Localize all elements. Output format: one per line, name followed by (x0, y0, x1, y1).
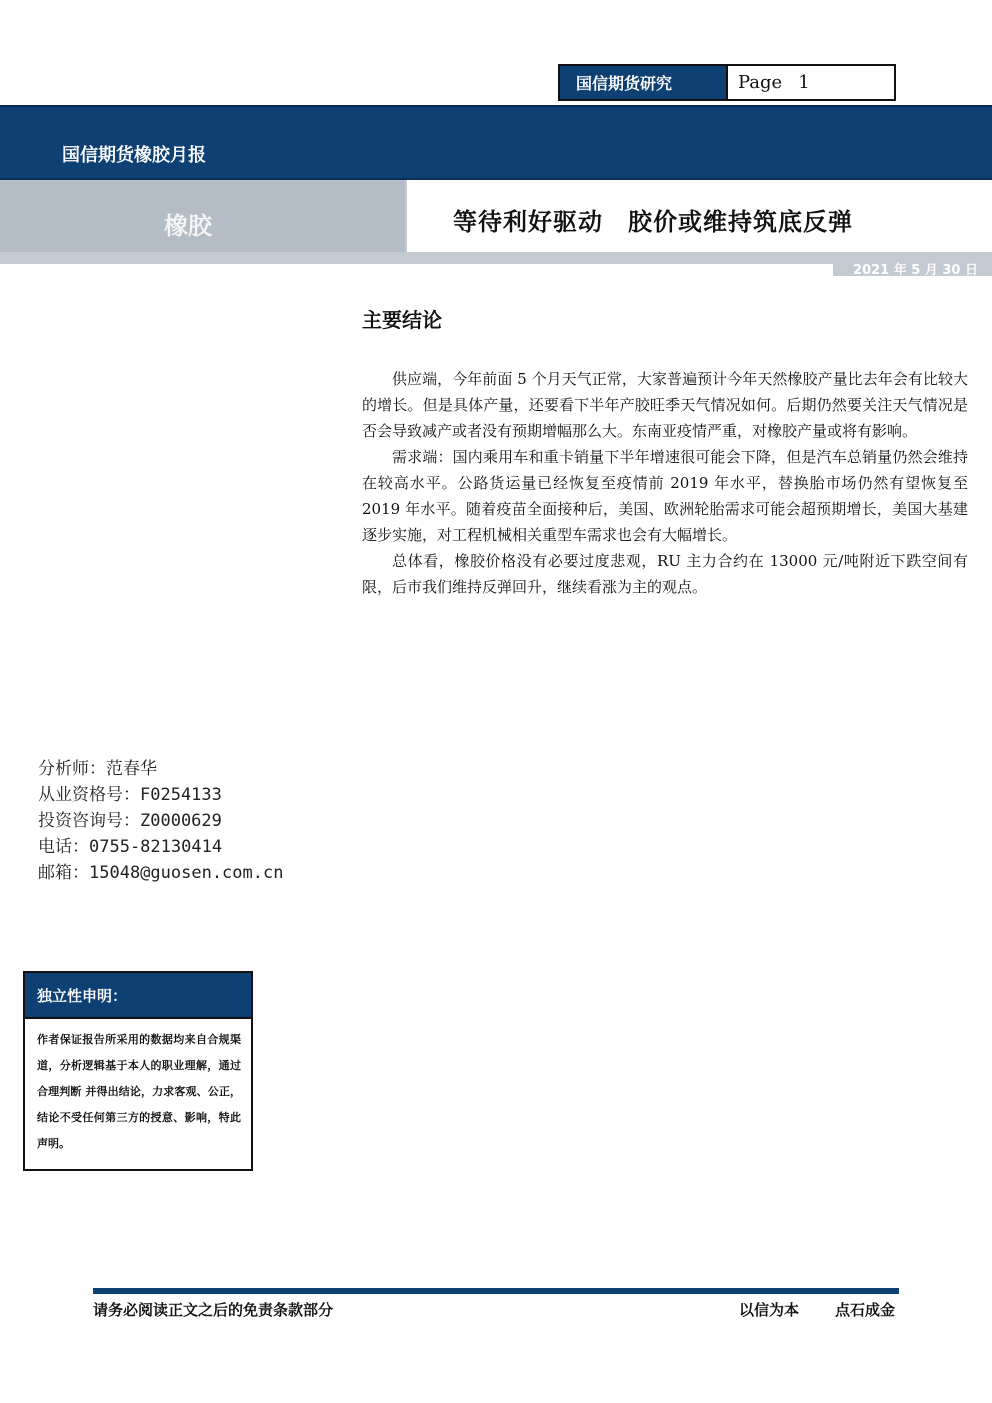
page-label: Page (738, 72, 783, 93)
independence-statement (23, 971, 253, 1171)
slogan-2: 点石成金 (834, 1301, 895, 1319)
analyst-license: 从业资格号：F0254133 (38, 785, 222, 805)
page-indicator (558, 64, 896, 101)
footer-rule (93, 1288, 899, 1294)
report-date: 2021 年 5 月 30 日 (853, 263, 978, 278)
independence-title: 独立性申明： (25, 973, 251, 1019)
date-strip (833, 258, 992, 276)
footer-slogan (739, 1299, 895, 1320)
page-number: 1 (798, 72, 810, 93)
paragraph-demand: 需求端：国内乘用车和重卡销量下半年增速很可能会下降，但是汽车总销量仍然会维持在较高水平。公路货运量已经恢复至疫情前 2019 年水平，替换胎市场仍然有望恢复至 2019 年水平。随着疫苗全面接种后，美国、欧洲轮胎需求可能会超预期增长，美国大基建逐步实施，对工程机械相关重型车需求也会有大幅增长。 (362, 448, 968, 544)
headline-box (407, 180, 992, 252)
conclusion-body (362, 366, 968, 600)
page-number-box (726, 66, 894, 99)
analyst-info (38, 756, 283, 886)
analyst-phone: 电话：0755-82130414 (38, 837, 223, 857)
report-header (0, 105, 992, 180)
category-block (0, 180, 405, 252)
analyst-name: 分析师：范春华 (38, 759, 157, 779)
report-title: 国信期货橡胶月报 (62, 145, 206, 166)
section-title: 主要结论 (362, 308, 442, 332)
analyst-email: 邮箱：15048@guosen.com.cn (38, 863, 284, 883)
headline: 等待利好驱动 胶价或维持筑底反弹 (453, 208, 853, 236)
footer-disclaimer: 请务必阅读正文之后的免责条款部分 (93, 1301, 334, 1319)
analyst-advisory-number: 投资咨询号：Z0000629 (38, 811, 222, 831)
slogan-1: 以信为本 (738, 1301, 799, 1319)
banner-underline (0, 258, 833, 264)
category-label: 橡胶 (164, 212, 212, 240)
paragraph-summary: 总体看，橡胶价格没有必要过度悲观，RU 主力合约在 13000 元/吨附近下跌空间有限，后市我们维持反弹回升，继续看涨为主的观点。 (362, 552, 968, 596)
independence-text: 作者保证报告所采用的数据均来自合规渠道，分析逻辑基于本人的职业理解，通过合理判断 并得出结论，力求客观、公正，结论不受任何第三方的授意、影响，特此声明。 (37, 1033, 241, 1150)
brand-label: 国信期货研究 (560, 66, 726, 99)
banner (0, 180, 992, 258)
paragraph-supply: 供应端，今年前面 5 个月天气正常，大家普遍预计今年天然橡胶产量比去年会有比较大的增长。但是具体产量，还要看下半年产胶旺季天气情况如何。后期仍然要关注天气情况是否会导致减产或者没有预期增幅那么大。东南亚疫情严重，对橡胶产量或将有影响。 (362, 370, 968, 440)
